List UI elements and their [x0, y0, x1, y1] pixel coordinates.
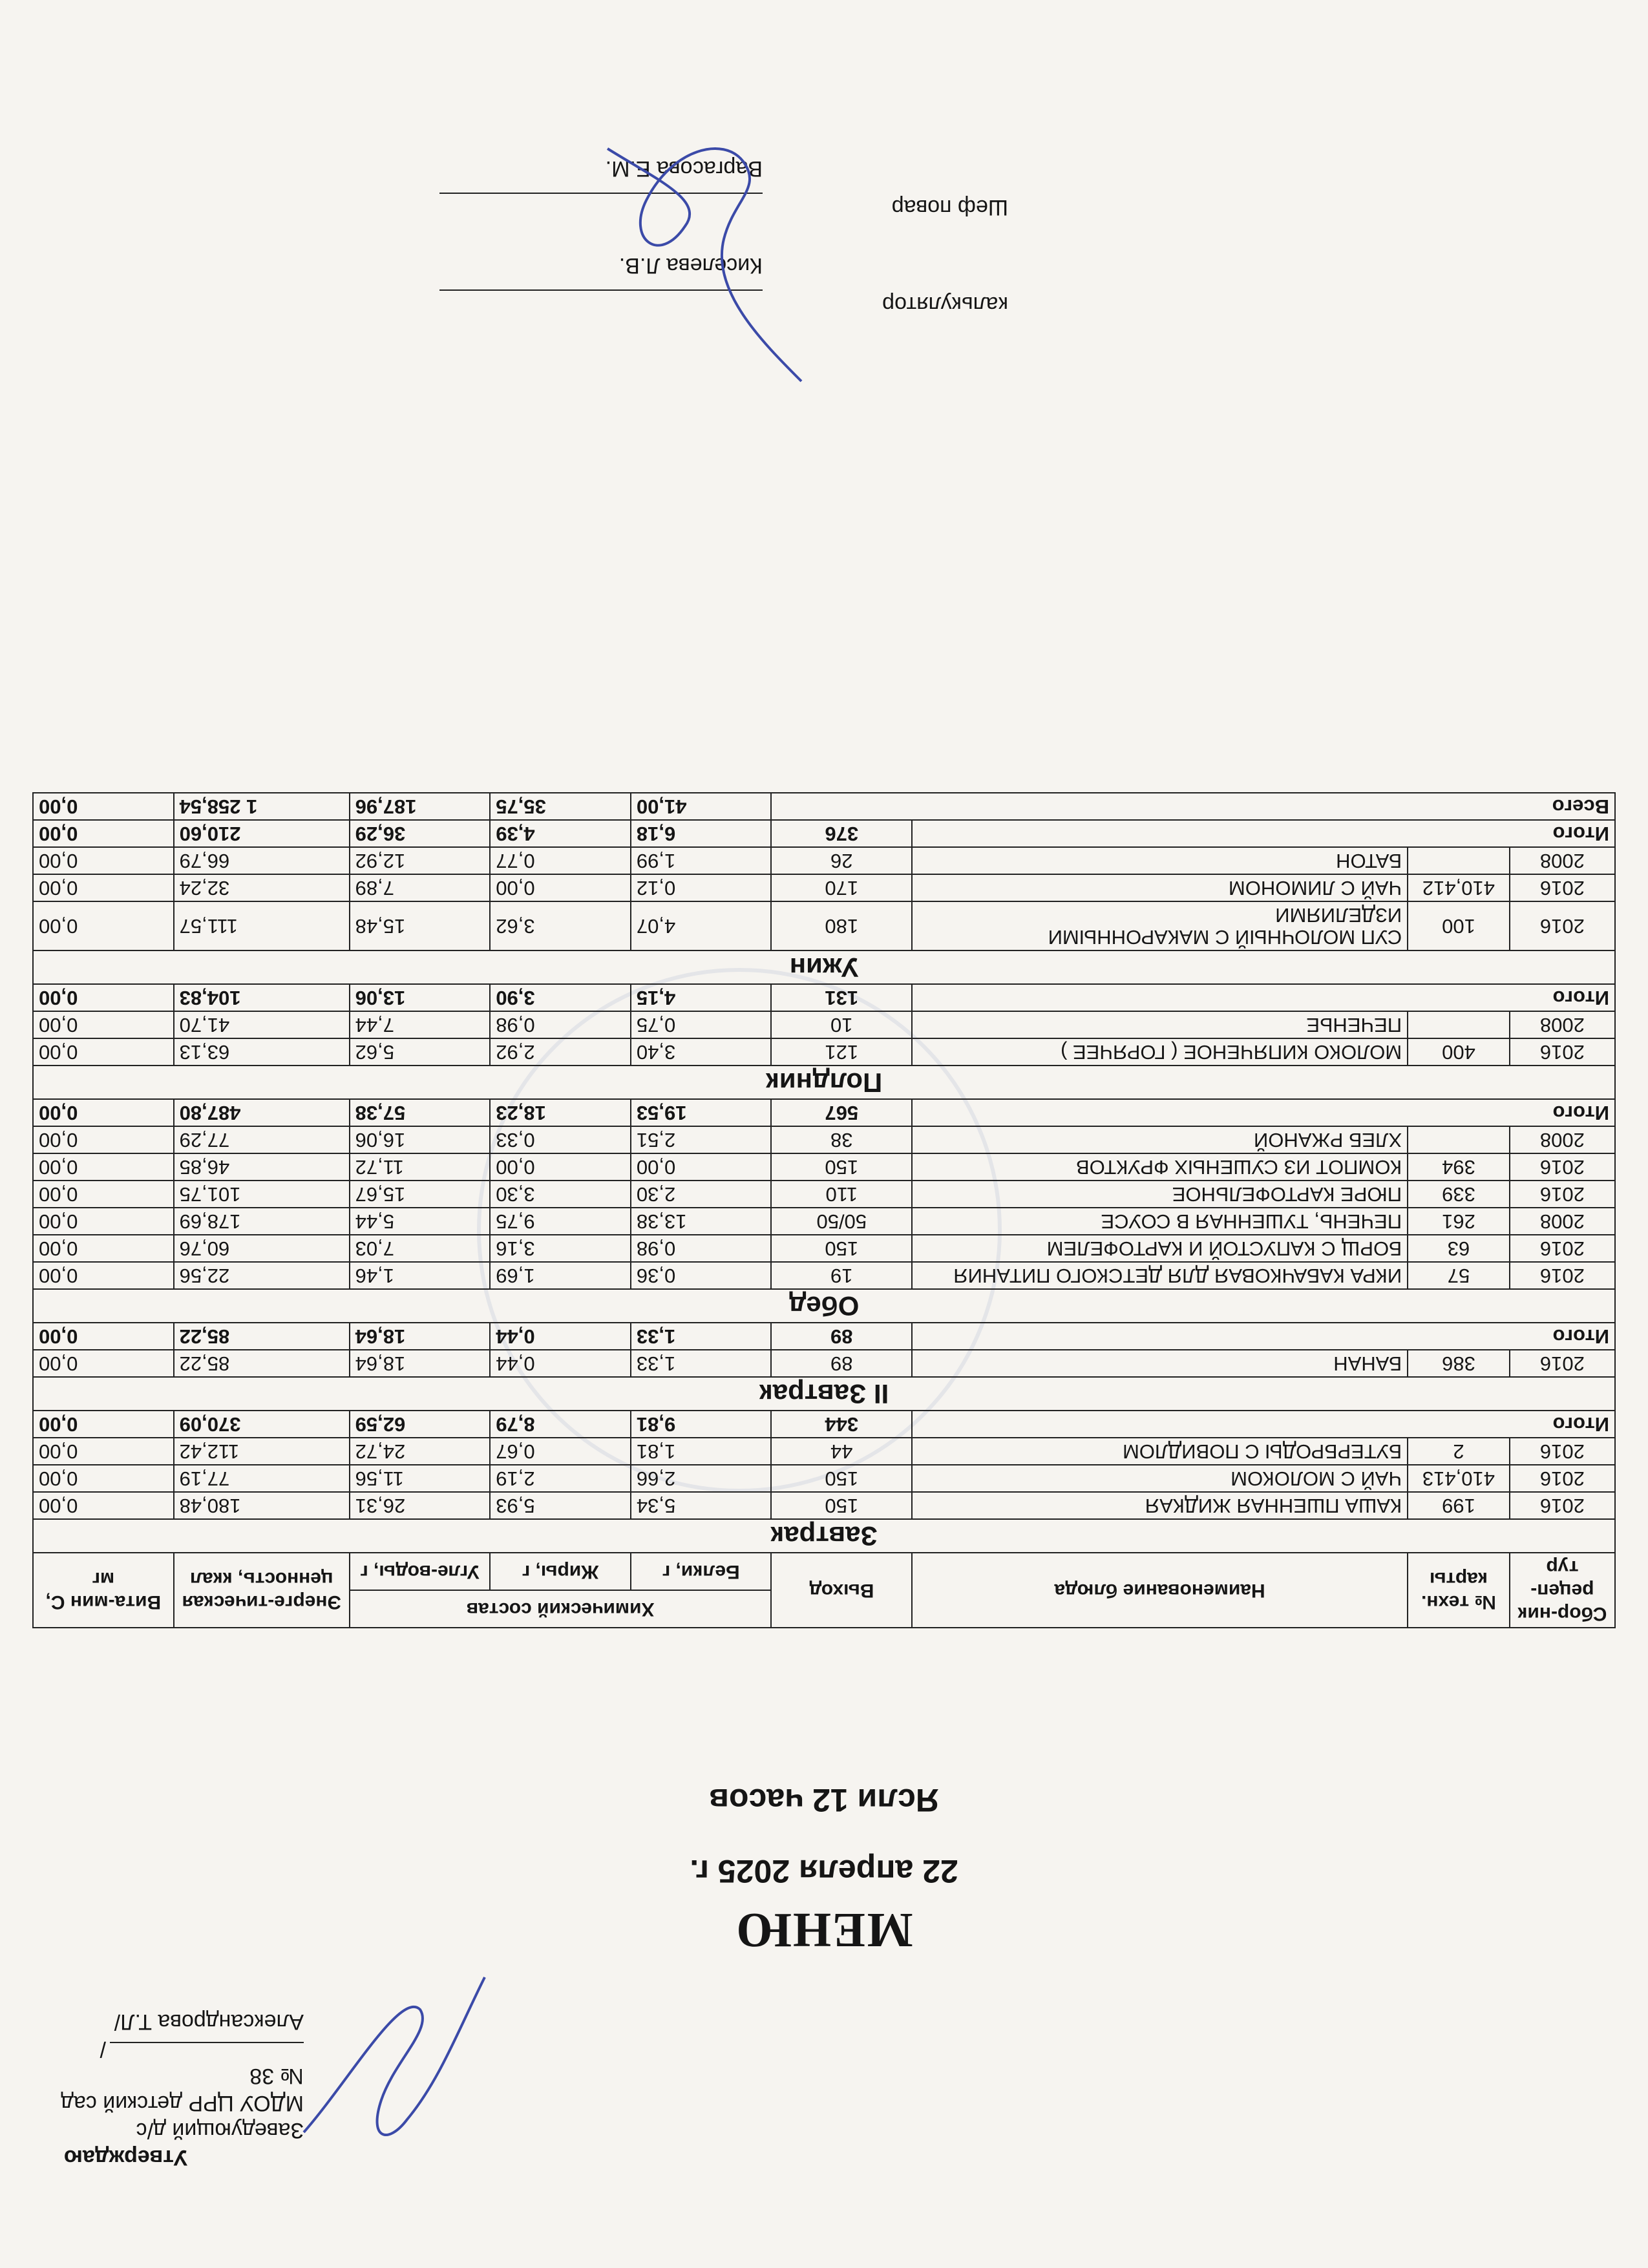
cell-energy: 180,48	[174, 1492, 350, 1519]
cell-collection: 2008	[1510, 1208, 1615, 1235]
cell-protein: 2,30	[631, 1181, 772, 1208]
cell-dish-name: ПЕЧЕНЬЕ	[912, 1011, 1408, 1038]
col-output: Выход	[771, 1553, 912, 1628]
cell-collection: 2008	[1510, 1126, 1615, 1153]
total-energy: 210,60	[174, 820, 350, 847]
cell-energy: 63,13	[174, 1038, 350, 1066]
section-title: Обед	[33, 1289, 1615, 1323]
cell-collection: 2016	[1510, 874, 1615, 901]
cell-fat: 0,67	[490, 1438, 631, 1465]
page-title: МЕНЮ	[735, 1903, 913, 1957]
table-row	[33, 1126, 1615, 1153]
cell-vitamin: 0,00	[33, 874, 174, 901]
grand-total-energy: 1 258,54	[174, 793, 350, 820]
total-carbs: 13,06	[350, 984, 491, 1011]
cell-vitamin: 0,00	[33, 1038, 174, 1066]
cell-carbs: 7,44	[350, 1011, 491, 1038]
col-fat: Жиры, г	[490, 1553, 631, 1590]
cell-energy: 111,57	[174, 901, 350, 950]
cell-protein: 0,00	[631, 1153, 772, 1181]
cell-protein: 0,12	[631, 874, 772, 901]
cell-carbs: 11,56	[350, 1465, 491, 1492]
section-header-row	[33, 1377, 1615, 1411]
total-output: 89	[771, 1323, 912, 1350]
cell-carbs: 18,64	[350, 1350, 491, 1377]
total-label: Итого	[912, 1411, 1615, 1438]
approval-signature-line	[110, 2042, 304, 2043]
menu-table-body	[33, 793, 1615, 1553]
signature-role: Шеф повар	[891, 195, 1008, 220]
cell-collection: 2016	[1510, 1153, 1615, 1181]
total-label: Итого	[912, 1099, 1615, 1126]
total-protein: 9,81	[631, 1411, 772, 1438]
cell-card: 63	[1408, 1235, 1510, 1262]
cell-fat: 9,75	[490, 1208, 631, 1235]
cell-dish-name: БУТЕРБРОДЫ С ПОВИДЛОМ	[912, 1438, 1408, 1465]
cell-vitamin: 0,00	[33, 1350, 174, 1377]
cell-vitamin: 0,00	[33, 1262, 174, 1289]
section-title: Полдник	[33, 1066, 1615, 1099]
col-protein: Белки, г	[631, 1553, 772, 1590]
cell-dish-name: ИКРА КАБАЧКОВАЯ ДЛЯ ДЕТСКОГО ПИТАНИЯ	[912, 1262, 1408, 1289]
cell-vitamin: 0,00	[33, 1126, 174, 1153]
cell-card: 394	[1408, 1153, 1510, 1181]
total-output: 131	[771, 984, 912, 1011]
table-row	[33, 1235, 1615, 1262]
cell-card: 57	[1408, 1262, 1510, 1289]
cell-collection: 2016	[1510, 1235, 1615, 1262]
col-carbs: Угле-воды, г	[350, 1553, 491, 1590]
cell-vitamin: 0,00	[33, 1181, 174, 1208]
cell-card: 410,412	[1408, 874, 1510, 901]
cell-protein: 2,51	[631, 1126, 772, 1153]
table-row	[33, 901, 1615, 950]
cell-output: 44	[771, 1438, 912, 1465]
cell-energy: 46,85	[174, 1153, 350, 1181]
cell-dish-name: КОМПОТ ИЗ СУШЕНЫХ ФРУКТОВ	[912, 1153, 1408, 1181]
cell-vitamin: 0,00	[33, 1208, 174, 1235]
total-output: 567	[771, 1099, 912, 1126]
cell-fat: 5,93	[490, 1492, 631, 1519]
total-energy: 370,09	[174, 1411, 350, 1438]
total-vitamin: 0,00	[33, 1411, 174, 1438]
cell-collection: 2016	[1510, 1438, 1615, 1465]
cell-dish-name: КАША ПШЕННАЯ ЖИДКАЯ	[912, 1492, 1408, 1519]
menu-group: Ясли 12 часов	[709, 1782, 939, 1818]
total-carbs: 57,38	[350, 1099, 491, 1126]
total-fat: 18,23	[490, 1099, 631, 1126]
cell-energy: 77,19	[174, 1465, 350, 1492]
total-fat: 8,79	[490, 1411, 631, 1438]
approval-label: Утверждаю	[63, 2145, 187, 2170]
menu-table	[32, 792, 1616, 1628]
table-row	[33, 874, 1615, 901]
total-row	[33, 984, 1615, 1011]
total-label: Итого	[912, 984, 1615, 1011]
cell-carbs: 15,48	[350, 901, 491, 950]
total-vitamin: 0,00	[33, 1099, 174, 1126]
cell-output: 170	[771, 874, 912, 901]
director-signature	[291, 1964, 498, 2158]
cell-dish-name: МОЛОКО КИПЯЧЕНОЕ ( ГОРЯЧЕЕ )	[912, 1038, 1408, 1066]
signature-role: калькулятор	[882, 292, 1008, 317]
cell-carbs: 7,89	[350, 874, 491, 901]
cell-carbs: 12,92	[350, 847, 491, 874]
cell-protein: 0,36	[631, 1262, 772, 1289]
cell-collection: 2008	[1510, 1011, 1615, 1038]
table-row	[33, 1208, 1615, 1235]
cell-energy: 85,22	[174, 1350, 350, 1377]
cell-carbs: 1,46	[350, 1262, 491, 1289]
cell-collection: 2016	[1510, 1262, 1615, 1289]
cell-protein: 2,66	[631, 1465, 772, 1492]
total-protein: 1,33	[631, 1323, 772, 1350]
cell-carbs: 16,06	[350, 1126, 491, 1153]
cell-vitamin: 0,00	[33, 1153, 174, 1181]
total-energy: 85,22	[174, 1323, 350, 1350]
cell-energy: 77,29	[174, 1126, 350, 1153]
cell-energy: 66,79	[174, 847, 350, 874]
table-row	[33, 1438, 1615, 1465]
cell-collection: 2016	[1510, 1181, 1615, 1208]
signature-name: Киселева Л.В.	[618, 253, 763, 278]
cell-output: 150	[771, 1153, 912, 1181]
total-row	[33, 1323, 1615, 1350]
table-row	[33, 1492, 1615, 1519]
cell-energy: 101,75	[174, 1181, 350, 1208]
total-fat: 0,44	[490, 1323, 631, 1350]
cell-protein: 0,98	[631, 1235, 772, 1262]
table-row	[33, 1350, 1615, 1377]
section-header-row	[33, 1519, 1615, 1553]
cell-dish-name: ЧАЙ С ЛИМОНОМ	[912, 874, 1408, 901]
cell-output: 150	[771, 1492, 912, 1519]
cell-vitamin: 0,00	[33, 1465, 174, 1492]
total-output: 344	[771, 1411, 912, 1438]
total-vitamin: 0,00	[33, 820, 174, 847]
cell-protein: 1,33	[631, 1350, 772, 1377]
cell-fat: 0,00	[490, 1153, 631, 1181]
table-row	[33, 847, 1615, 874]
section-header-row	[33, 1066, 1615, 1099]
table-row	[33, 1181, 1615, 1208]
approval-org: МДОУ ЦРР детский сад № 38	[61, 2064, 304, 2116]
grand-total-label: Всего	[771, 793, 1615, 820]
total-energy: 487,80	[174, 1099, 350, 1126]
col-collection: Сбор-ник рецеп-тур	[1510, 1553, 1615, 1628]
col-chem: Химический состав	[350, 1590, 772, 1628]
cell-carbs: 15,67	[350, 1181, 491, 1208]
table-row	[33, 1038, 1615, 1066]
cell-fat: 0,77	[490, 847, 631, 874]
col-card: № техн. карты	[1408, 1553, 1510, 1628]
total-label: Итого	[912, 1323, 1615, 1350]
approval-name-row	[32, 2008, 304, 2063]
cell-card: 400	[1408, 1038, 1510, 1066]
cell-card	[1408, 847, 1510, 874]
staff-signature	[582, 123, 840, 394]
cell-dish-name: СУП МОЛОЧНЫЙ С МАКАРОННЫМИ ИЗДЕЛИЯМИ	[912, 901, 1408, 950]
grand-total-fat: 35,75	[490, 793, 631, 820]
total-output: 376	[771, 820, 912, 847]
cell-collection: 2008	[1510, 847, 1615, 874]
cell-output: 150	[771, 1235, 912, 1262]
cell-fat: 3,30	[490, 1181, 631, 1208]
section-header-row	[33, 950, 1615, 984]
cell-vitamin: 0,00	[33, 847, 174, 874]
cell-output: 38	[771, 1126, 912, 1153]
cell-collection: 2016	[1510, 1350, 1615, 1377]
cell-output: 10	[771, 1011, 912, 1038]
col-vitamin: Вита-мин С, мг	[33, 1553, 174, 1628]
cell-protein: 3,40	[631, 1038, 772, 1066]
cell-dish-name: БАТОН	[912, 847, 1408, 874]
cell-vitamin: 0,00	[33, 1235, 174, 1262]
total-protein: 19,53	[631, 1099, 772, 1126]
grand-total-vitamin: 0,00	[33, 793, 174, 820]
cell-card: 100	[1408, 901, 1510, 950]
total-label: Итого	[912, 820, 1615, 847]
section-title: Завтрак	[33, 1519, 1615, 1553]
cell-card: 386	[1408, 1350, 1510, 1377]
cell-energy: 178,69	[174, 1208, 350, 1235]
approval-block	[32, 2008, 304, 2171]
cell-card: 199	[1408, 1492, 1510, 1519]
cell-output: 89	[771, 1350, 912, 1377]
cell-card: 261	[1408, 1208, 1510, 1235]
col-energy: Энерге-тическая ценность, ккал	[174, 1553, 350, 1628]
signature-name: Варгасова Е.М.	[605, 156, 763, 181]
cell-collection: 2016	[1510, 1038, 1615, 1066]
cell-carbs: 11,72	[350, 1153, 491, 1181]
cell-fat: 0,98	[490, 1011, 631, 1038]
table-row	[33, 1465, 1615, 1492]
cell-carbs: 24,72	[350, 1438, 491, 1465]
section-header-row	[33, 1289, 1615, 1323]
cell-energy: 112,42	[174, 1438, 350, 1465]
cell-collection: 2016	[1510, 901, 1615, 950]
section-title: II Завтрак	[33, 1377, 1615, 1411]
table-row	[33, 1262, 1615, 1289]
cell-output: 19	[771, 1262, 912, 1289]
cell-energy: 41,70	[174, 1011, 350, 1038]
cell-fat: 2,19	[490, 1465, 631, 1492]
grand-total-row	[33, 793, 1615, 820]
total-row	[33, 1411, 1615, 1438]
cell-fat: 3,16	[490, 1235, 631, 1262]
cell-dish-name: ЧАЙ С МОЛОКОМ	[912, 1465, 1408, 1492]
cell-fat: 3,62	[490, 901, 631, 950]
total-fat: 3,90	[490, 984, 631, 1011]
cell-protein: 0,75	[631, 1011, 772, 1038]
cell-carbs: 26,31	[350, 1492, 491, 1519]
cell-fat: 1,69	[490, 1262, 631, 1289]
cell-fat: 2,92	[490, 1038, 631, 1066]
cell-vitamin: 0,00	[33, 1492, 174, 1519]
cell-output: 180	[771, 901, 912, 950]
cell-protein: 4,07	[631, 901, 772, 950]
cell-protein: 1,99	[631, 847, 772, 874]
approval-position: Заведующий д/с	[136, 2118, 304, 2143]
cell-card	[1408, 1011, 1510, 1038]
cell-energy: 22,56	[174, 1262, 350, 1289]
section-title: Ужин	[33, 950, 1615, 984]
cell-output: 121	[771, 1038, 912, 1066]
total-carbs: 18,64	[350, 1323, 491, 1350]
cell-output: 50/50	[771, 1208, 912, 1235]
cell-card: 2	[1408, 1438, 1510, 1465]
cell-fat: 0,00	[490, 874, 631, 901]
cell-dish-name: БАНАН	[912, 1350, 1408, 1377]
total-protein: 4,15	[631, 984, 772, 1011]
total-vitamin: 0,00	[33, 1323, 174, 1350]
total-row	[33, 1099, 1615, 1126]
menu-date: 22 апреля 2025 г.	[690, 1853, 958, 1889]
total-vitamin: 0,00	[33, 984, 174, 1011]
total-row	[33, 820, 1615, 847]
total-carbs: 36,29	[350, 820, 491, 847]
cell-dish-name: ПЮРЕ КАРТОФЕЛЬНОЕ	[912, 1181, 1408, 1208]
cell-card: 410,413	[1408, 1465, 1510, 1492]
cell-collection: 2016	[1510, 1492, 1615, 1519]
total-energy: 104,83	[174, 984, 350, 1011]
approval-name: /Александрова Т.Л/	[100, 2010, 304, 2061]
table-row	[33, 1153, 1615, 1181]
cell-fat: 0,33	[490, 1126, 631, 1153]
cell-card	[1408, 1126, 1510, 1153]
cell-card: 339	[1408, 1181, 1510, 1208]
cell-collection: 2016	[1510, 1465, 1615, 1492]
cell-vitamin: 0,00	[33, 1438, 174, 1465]
total-protein: 6,18	[631, 820, 772, 847]
cell-energy: 32,24	[174, 874, 350, 901]
cell-output: 150	[771, 1465, 912, 1492]
cell-carbs: 5,44	[350, 1208, 491, 1235]
cell-fat: 0,44	[490, 1350, 631, 1377]
table-row	[33, 1011, 1615, 1038]
cell-dish-name: БОРЩ С КАПУСТОЙ И КАРТОФЕЛЕМ	[912, 1235, 1408, 1262]
cell-dish-name: ХЛЕБ РЖАНОЙ	[912, 1126, 1408, 1153]
total-fat: 4,39	[490, 820, 631, 847]
cell-dish-name: ПЕЧЕНЬ, ТУШЕННАЯ В СОУСЕ	[912, 1208, 1408, 1235]
cell-carbs: 5,62	[350, 1038, 491, 1066]
grand-total-protein: 41,00	[631, 793, 772, 820]
cell-energy: 60,76	[174, 1235, 350, 1262]
cell-vitamin: 0,00	[33, 1011, 174, 1038]
grand-total-carbs: 187,96	[350, 793, 491, 820]
col-name: Наименование блюда	[912, 1553, 1408, 1628]
cell-protein: 13,38	[631, 1208, 772, 1235]
cell-carbs: 7,03	[350, 1235, 491, 1262]
total-carbs: 62,59	[350, 1411, 491, 1438]
cell-output: 26	[771, 847, 912, 874]
cell-protein: 5,34	[631, 1492, 772, 1519]
cell-protein: 1,81	[631, 1438, 772, 1465]
cell-output: 110	[771, 1181, 912, 1208]
cell-vitamin: 0,00	[33, 901, 174, 950]
